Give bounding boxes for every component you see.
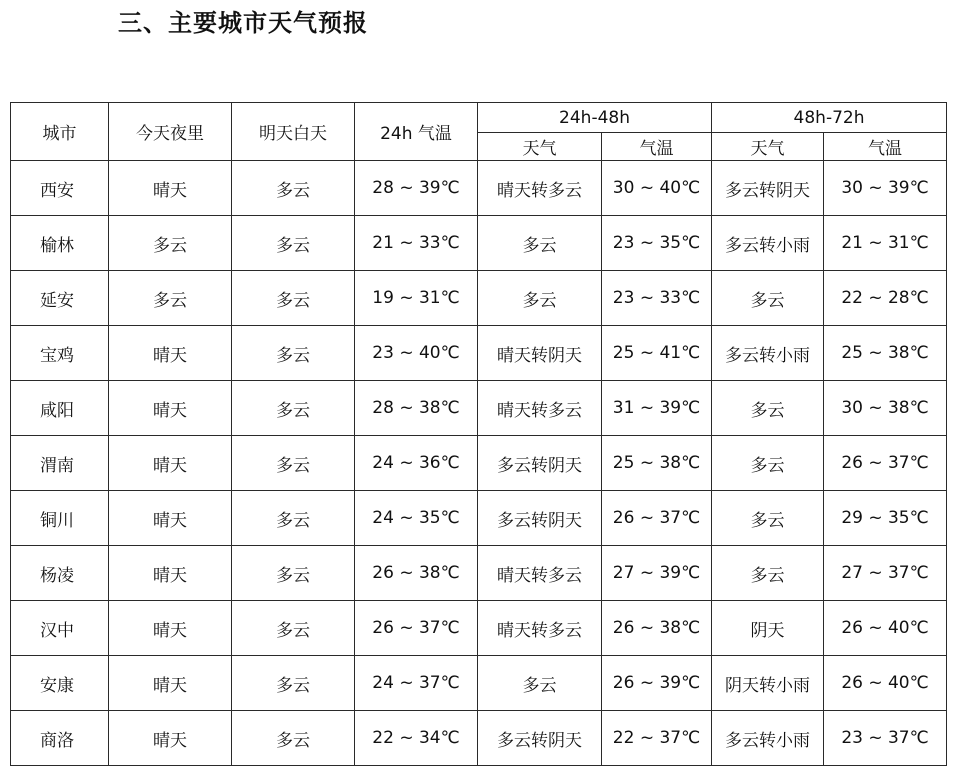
temp-48h-cell: 27 ~ 39℃ — [602, 546, 712, 601]
city-cell: 安康 — [11, 656, 109, 711]
weather-72h-cell: 阴天转小雨 — [712, 656, 824, 711]
temp-24h-cell: 28 ~ 39℃ — [355, 161, 478, 216]
header-group-24-48h: 24h-48h — [478, 103, 712, 133]
weather-72h-cell: 阴天 — [712, 601, 824, 656]
temp-48h-cell: 26 ~ 38℃ — [602, 601, 712, 656]
weather-72h-cell: 多云 — [712, 546, 824, 601]
city-cell: 延安 — [11, 271, 109, 326]
tonight-cell: 多云 — [109, 271, 232, 326]
tonight-cell: 晴天 — [109, 436, 232, 491]
forecast-table — [10, 102, 947, 766]
weather-48h-cell: 晴天转多云 — [478, 161, 602, 216]
temp-48h-cell: 23 ~ 33℃ — [602, 271, 712, 326]
tonight-cell: 晴天 — [109, 381, 232, 436]
weather-72h-cell: 多云转小雨 — [712, 711, 824, 766]
temp-24h-cell: 26 ~ 37℃ — [355, 601, 478, 656]
header-group-48-72h: 48h-72h — [712, 103, 947, 133]
temp-48h-cell: 30 ~ 40℃ — [602, 161, 712, 216]
weather-48h-cell: 多云 — [478, 656, 602, 711]
temp-72h-cell: 22 ~ 28℃ — [824, 271, 947, 326]
tomorrow-day-cell: 多云 — [232, 491, 355, 546]
weather-72h-cell: 多云 — [712, 271, 824, 326]
table-row — [11, 161, 947, 216]
table-row — [11, 326, 947, 381]
temp-24h-cell: 24 ~ 36℃ — [355, 436, 478, 491]
temp-48h-cell: 26 ~ 37℃ — [602, 491, 712, 546]
weather-48h-cell: 多云 — [478, 271, 602, 326]
tomorrow-day-cell: 多云 — [232, 216, 355, 271]
tomorrow-day-cell: 多云 — [232, 546, 355, 601]
temp-48h-cell: 25 ~ 41℃ — [602, 326, 712, 381]
weather-48h-cell: 多云 — [478, 216, 602, 271]
tomorrow-day-cell: 多云 — [232, 326, 355, 381]
header-weather-48h: 天气 — [478, 133, 602, 161]
tonight-cell: 晴天 — [109, 711, 232, 766]
tonight-cell: 多云 — [109, 216, 232, 271]
city-cell: 宝鸡 — [11, 326, 109, 381]
temp-24h-cell: 24 ~ 35℃ — [355, 491, 478, 546]
table-row — [11, 271, 947, 326]
header-tomorrow-day: 明天白天 — [232, 103, 355, 161]
temp-72h-cell: 26 ~ 40℃ — [824, 656, 947, 711]
page-title: 三、主要城市天气预报 — [118, 9, 368, 37]
header-weather-72h: 天气 — [712, 133, 824, 161]
table-row — [11, 491, 947, 546]
temp-72h-cell: 26 ~ 37℃ — [824, 436, 947, 491]
city-cell: 渭南 — [11, 436, 109, 491]
weather-48h-cell: 多云转阴天 — [478, 711, 602, 766]
temp-48h-cell: 22 ~ 37℃ — [602, 711, 712, 766]
temp-72h-cell: 21 ~ 31℃ — [824, 216, 947, 271]
city-cell: 商洛 — [11, 711, 109, 766]
header-temp-24h: 24h 气温 — [355, 103, 478, 161]
temp-72h-cell: 25 ~ 38℃ — [824, 326, 947, 381]
tonight-cell: 晴天 — [109, 601, 232, 656]
weather-48h-cell: 晴天转多云 — [478, 381, 602, 436]
weather-72h-cell: 多云 — [712, 436, 824, 491]
temp-72h-cell: 23 ~ 37℃ — [824, 711, 947, 766]
tomorrow-day-cell: 多云 — [232, 656, 355, 711]
temp-48h-cell: 31 ~ 39℃ — [602, 381, 712, 436]
tomorrow-day-cell: 多云 — [232, 271, 355, 326]
weather-72h-cell: 多云转小雨 — [712, 326, 824, 381]
temp-48h-cell: 25 ~ 38℃ — [602, 436, 712, 491]
temp-24h-cell: 21 ~ 33℃ — [355, 216, 478, 271]
weather-48h-cell: 多云转阴天 — [478, 491, 602, 546]
weather-48h-cell: 晴天转阴天 — [478, 326, 602, 381]
tomorrow-day-cell: 多云 — [232, 711, 355, 766]
temp-48h-cell: 23 ~ 35℃ — [602, 216, 712, 271]
table-row — [11, 601, 947, 656]
temp-72h-cell: 30 ~ 38℃ — [824, 381, 947, 436]
weather-48h-cell: 多云转阴天 — [478, 436, 602, 491]
table-row — [11, 711, 947, 766]
city-cell: 铜川 — [11, 491, 109, 546]
table-row — [11, 381, 947, 436]
city-cell: 汉中 — [11, 601, 109, 656]
temp-24h-cell: 28 ~ 38℃ — [355, 381, 478, 436]
temp-72h-cell: 26 ~ 40℃ — [824, 601, 947, 656]
temp-24h-cell: 23 ~ 40℃ — [355, 326, 478, 381]
tonight-cell: 晴天 — [109, 546, 232, 601]
header-tonight: 今天夜里 — [109, 103, 232, 161]
tomorrow-day-cell: 多云 — [232, 436, 355, 491]
weather-72h-cell: 多云转阴天 — [712, 161, 824, 216]
table-row — [11, 656, 947, 711]
table-row — [11, 436, 947, 491]
header-row — [11, 103, 947, 133]
header-city: 城市 — [11, 103, 109, 161]
temp-72h-cell: 29 ~ 35℃ — [824, 491, 947, 546]
header-temp-48h: 气温 — [602, 133, 712, 161]
tonight-cell: 晴天 — [109, 326, 232, 381]
weather-72h-cell: 多云 — [712, 381, 824, 436]
tonight-cell: 晴天 — [109, 161, 232, 216]
temp-24h-cell: 19 ~ 31℃ — [355, 271, 478, 326]
temp-24h-cell: 24 ~ 37℃ — [355, 656, 478, 711]
tomorrow-day-cell: 多云 — [232, 381, 355, 436]
city-cell: 西安 — [11, 161, 109, 216]
tomorrow-day-cell: 多云 — [232, 161, 355, 216]
table-row — [11, 216, 947, 271]
forecast-table-body — [11, 161, 947, 766]
weather-48h-cell: 晴天转多云 — [478, 546, 602, 601]
temp-24h-cell: 26 ~ 38℃ — [355, 546, 478, 601]
city-cell: 杨凌 — [11, 546, 109, 601]
weather-72h-cell: 多云转小雨 — [712, 216, 824, 271]
table-row — [11, 546, 947, 601]
tomorrow-day-cell: 多云 — [232, 601, 355, 656]
city-cell: 榆林 — [11, 216, 109, 271]
weather-48h-cell: 晴天转多云 — [478, 601, 602, 656]
city-cell: 咸阳 — [11, 381, 109, 436]
weather-72h-cell: 多云 — [712, 491, 824, 546]
temp-48h-cell: 26 ~ 39℃ — [602, 656, 712, 711]
temp-72h-cell: 30 ~ 39℃ — [824, 161, 947, 216]
tonight-cell: 晴天 — [109, 491, 232, 546]
temp-72h-cell: 27 ~ 37℃ — [824, 546, 947, 601]
tonight-cell: 晴天 — [109, 656, 232, 711]
header-temp-72h: 气温 — [824, 133, 947, 161]
temp-24h-cell: 22 ~ 34℃ — [355, 711, 478, 766]
